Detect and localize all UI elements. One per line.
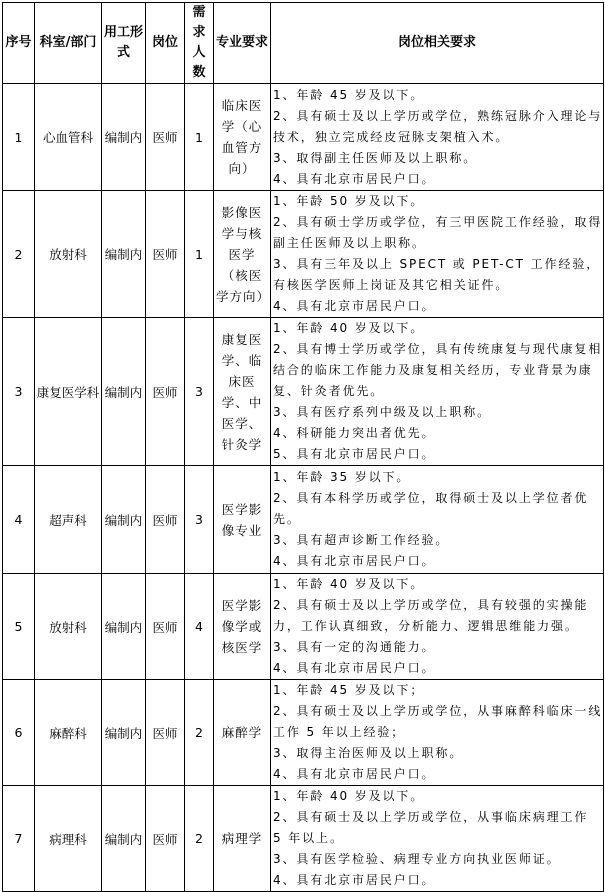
position: 医师 <box>146 786 185 892</box>
major-requirement: 影像医学与核医学（核医学方向） <box>214 191 271 318</box>
position-requirements <box>271 574 604 680</box>
requirement-item: 2、具有硕士学历或学位，有三甲医院工作经验，取得副主任医师及以上职称。 <box>273 215 603 250</box>
department: 放射科 <box>35 574 102 680</box>
headcount: 2 <box>185 680 214 786</box>
requirement-item: 1、年龄 50 岁及以下。 <box>273 194 425 208</box>
header-row <box>3 3 604 84</box>
header-post: 岗位 <box>146 3 185 84</box>
major-requirement: 麻醉学 <box>214 680 271 786</box>
employment-type: 编制内 <box>102 680 146 786</box>
requirement-item: 4、具有北京市居民户口。 <box>273 767 436 781</box>
table-row <box>3 786 604 892</box>
header-no: 序号 <box>3 3 35 84</box>
position-requirements <box>271 680 604 786</box>
requirement-item: 4、科研能力突出者优先。 <box>273 426 436 440</box>
major-requirement: 病理学 <box>214 786 271 892</box>
requirement-item: 2、具有硕士及以上学历或学位，从事临床病理工作 5 年以上。 <box>273 810 589 845</box>
headcount: 1 <box>185 84 214 191</box>
requirement-item: 3、具有超声诊断工作经验。 <box>273 533 450 547</box>
table-row <box>3 574 604 680</box>
requirement-item: 4、具有北京市居民户口。 <box>273 171 436 186</box>
requirement-item: 3、具有医学检验、病理专业方向执业医师证。 <box>273 852 561 866</box>
department: 心血管科 <box>35 84 102 191</box>
requirement-item: 2、具有硕士及以上学历或学位，熟练冠脉介入理论与技术，独立完成经皮冠脉支架植入术。 <box>273 108 603 144</box>
major-requirement: 临床医学（心血管方向） <box>214 84 271 191</box>
requirement-item: 3、具有一定的沟通能力。 <box>273 640 436 654</box>
major-requirement: 医学影像专业 <box>214 466 271 574</box>
row-number: 7 <box>3 786 35 892</box>
row-number: 5 <box>3 574 35 680</box>
position-requirements <box>271 466 604 574</box>
requirement-item: 1、年龄 35 岁以下。 <box>273 470 411 484</box>
row-number: 2 <box>3 191 35 318</box>
table-row <box>3 84 604 191</box>
header-major: 专业要求 <box>214 3 271 84</box>
headcount: 4 <box>185 574 214 680</box>
position-requirements <box>271 191 604 318</box>
requirement-item: 2、具有硕士及以上学历或学位，具有较强的实操能力，工作认真细致，分析能力、逻辑思维能力强。 <box>273 598 589 633</box>
requirement-item: 1、年龄 40 岁及以下。 <box>273 321 425 335</box>
headcount: 3 <box>185 466 214 574</box>
row-number: 1 <box>3 84 35 191</box>
employment-type: 编制内 <box>102 574 146 680</box>
table-row <box>3 466 604 574</box>
position: 医师 <box>146 191 185 318</box>
requirement-item: 3、具有医疗系列中级及以上职称。 <box>273 405 492 419</box>
department: 超声科 <box>35 466 102 574</box>
requirement-item: 3、具有三年及以上 SPECT 或 PET-CT 工作经验，有核医学医师上岗证及其它相关证件。 <box>273 257 601 292</box>
employment-type: 编制内 <box>102 786 146 892</box>
position: 医师 <box>146 84 185 191</box>
headcount: 2 <box>185 786 214 892</box>
position: 医师 <box>146 466 185 574</box>
header-count: 需求人数 <box>185 3 214 84</box>
major-requirement: 医学影像学或核医学 <box>214 574 271 680</box>
table-row <box>3 191 604 318</box>
employment-type: 编制内 <box>102 466 146 574</box>
requirement-item: 1、年龄 45 岁及以下； <box>273 683 425 697</box>
requirement-item: 1、年龄 40 岁及以下。 <box>273 789 425 803</box>
department: 病理科 <box>35 786 102 892</box>
position: 医师 <box>146 318 185 466</box>
requirement-item: 5、具有北京市居民户口。 <box>273 447 436 461</box>
header-type: 用工形式 <box>102 3 146 84</box>
requirement-item: 4、具有北京市居民户口。 <box>273 661 436 675</box>
employment-type: 编制内 <box>102 191 146 318</box>
position: 医师 <box>146 574 185 680</box>
requirement-item: 2、具有硕士及以上学历或学位，从事麻醉科临床一线工作 5 年以上经验； <box>273 704 603 739</box>
requirement-item: 1、年龄 45 岁及以下。 <box>273 87 425 102</box>
headcount: 1 <box>185 191 214 318</box>
header-requirements: 岗位相关要求 <box>271 3 604 84</box>
major-requirement: 康复医学、临床医学、中医学、针灸学 <box>214 318 271 466</box>
department: 放射科 <box>35 191 102 318</box>
requirement-item: 4、具有北京市居民户口。 <box>273 873 436 887</box>
employment-type: 编制内 <box>102 84 146 191</box>
department: 麻醉科 <box>35 680 102 786</box>
department: 康复医学科 <box>35 318 102 466</box>
requirement-item: 3、取得副主任医师及以上职称。 <box>273 150 478 165</box>
requirement-item: 1、年龄 40 岁及以下。 <box>273 577 425 591</box>
recruitment-table <box>2 2 604 892</box>
position: 医师 <box>146 680 185 786</box>
row-number: 6 <box>3 680 35 786</box>
row-number: 3 <box>3 318 35 466</box>
requirement-item: 4、具有北京市居民户口。 <box>273 299 436 313</box>
header-dept: 科室/部门 <box>35 3 102 84</box>
position-requirements <box>271 318 604 466</box>
row-number: 4 <box>3 466 35 574</box>
requirement-item: 4、具有北京市居民户口。 <box>273 554 436 568</box>
requirement-item: 3、取得主治医师及以上职称。 <box>273 746 464 760</box>
table-row <box>3 680 604 786</box>
requirement-item: 2、具有博士学历或学位，具有传统康复与现代康复相结合的临床工作能力及康复相关经历，专业背景为康复、针灸者优先。 <box>273 342 603 398</box>
table-row <box>3 318 604 466</box>
position-requirements <box>271 786 604 892</box>
requirement-item: 2、具有本科学历或学位，取得硕士及以上学位者优先。 <box>273 491 589 526</box>
position-requirements <box>271 84 604 191</box>
headcount: 3 <box>185 318 214 466</box>
employment-type: 编制内 <box>102 318 146 466</box>
